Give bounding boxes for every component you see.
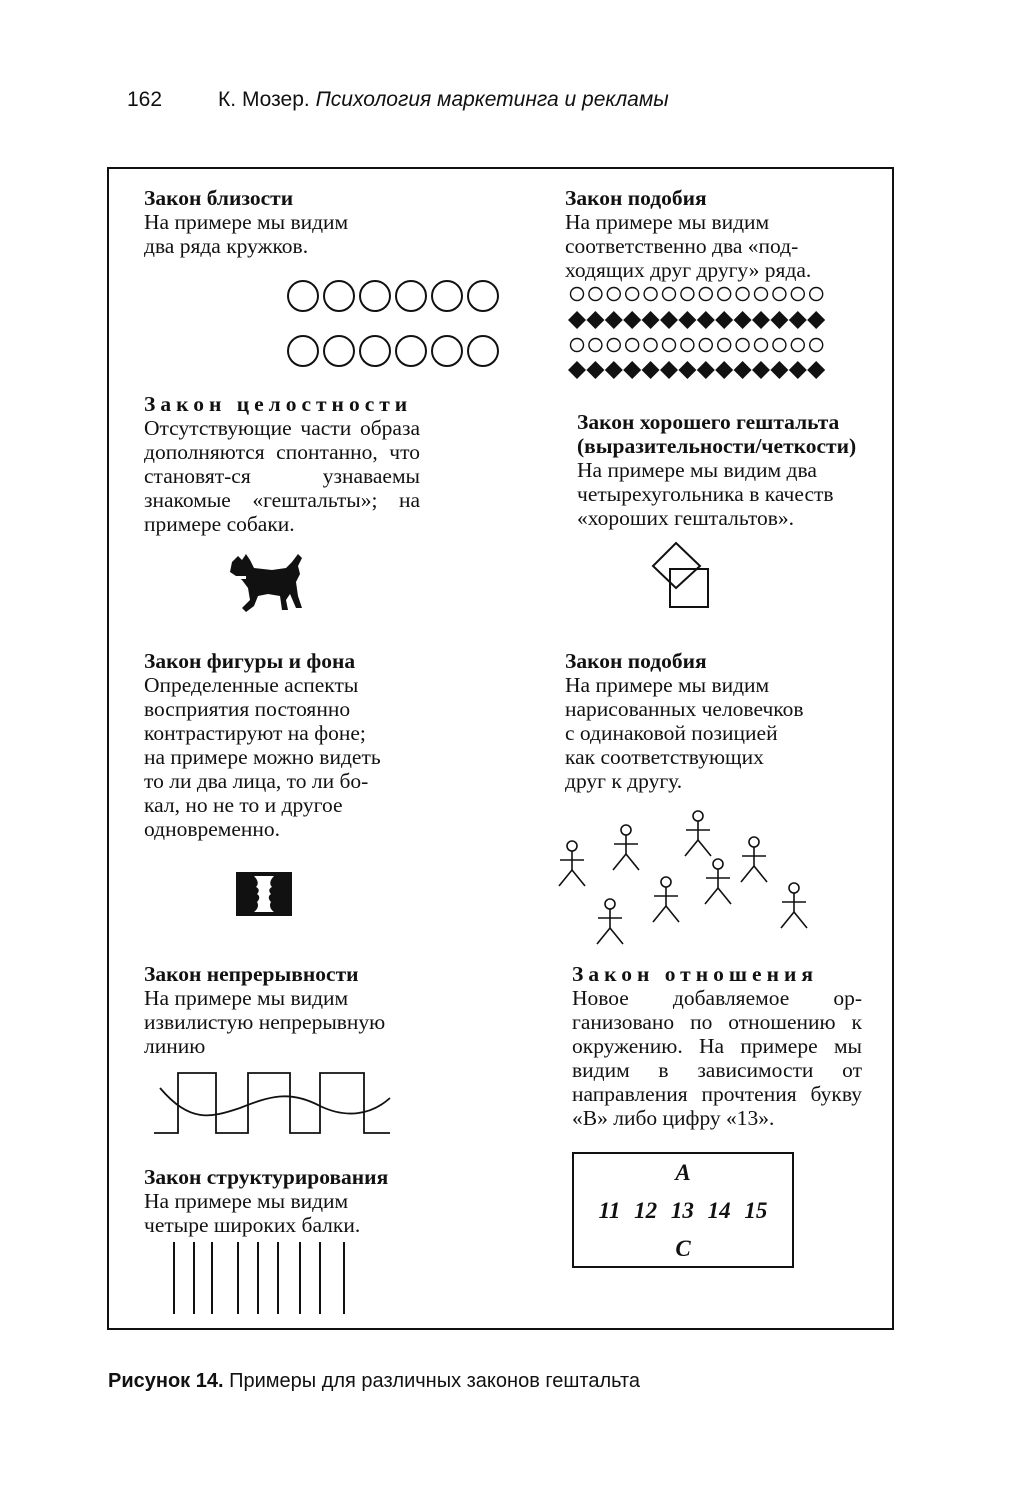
section-closure xyxy=(144,392,420,536)
section-good-gestalt xyxy=(577,410,897,530)
circle-icon xyxy=(755,288,768,301)
circle-icon xyxy=(571,288,584,301)
diamond-icon xyxy=(623,361,641,379)
circles-rows-illustration xyxy=(140,278,370,373)
circle-icon xyxy=(699,288,712,301)
diamond-icon xyxy=(752,361,770,379)
diamond-icon xyxy=(605,361,623,379)
circle-icon xyxy=(773,288,786,301)
stick-figure-icon xyxy=(741,837,767,882)
diamond-icon xyxy=(586,361,604,379)
stick-figure-icon xyxy=(781,883,807,928)
caption-text: Примеры для различных законов гештальта xyxy=(229,1370,641,1392)
section-title: Закон фигуры и фона xyxy=(144,649,356,673)
diamond-icon xyxy=(807,311,825,329)
diamond-icon xyxy=(770,311,788,329)
section-continuity xyxy=(144,962,444,1058)
stick-figure-icon xyxy=(597,899,623,944)
overlapping-squares-illustration xyxy=(650,540,720,612)
circle-icon xyxy=(699,339,712,352)
running-header xyxy=(127,88,669,112)
similarity-rows-illustration xyxy=(565,282,835,382)
continuous-line-illustration xyxy=(150,1068,395,1138)
diamond-icon xyxy=(678,311,696,329)
diamond-icon xyxy=(697,361,715,379)
section-body: На примере мы видим извилистую непрерывную линию xyxy=(144,986,386,1058)
circle-icon xyxy=(755,339,768,352)
diamond-icon xyxy=(770,361,788,379)
diamond-icon xyxy=(752,311,770,329)
circle-icon xyxy=(589,288,602,301)
relation-letters-box xyxy=(572,1152,794,1268)
stick-figure-icon xyxy=(559,841,585,886)
circle-icon xyxy=(681,339,694,352)
section-title: Закон непрерывности xyxy=(144,962,359,986)
circle-icon xyxy=(571,339,584,352)
diamond-icon xyxy=(734,311,752,329)
circle-icon xyxy=(644,288,657,301)
diamond-icon xyxy=(807,361,825,379)
section-proximity xyxy=(144,186,414,258)
dog-silhouette-icon xyxy=(228,550,308,614)
author-name: К. Мозер. xyxy=(218,88,310,111)
section-structuring xyxy=(144,1165,444,1237)
similarity-marks xyxy=(568,288,825,380)
section-title: Закон подобия xyxy=(565,186,707,210)
faces-vase-icon xyxy=(236,872,292,916)
circle-icon xyxy=(791,339,804,352)
stick-figure-icon xyxy=(613,825,639,870)
stick-figures-illustration xyxy=(548,798,818,948)
relation-number-row: 11 12 13 14 15 xyxy=(598,1198,768,1223)
section-body: На примере мы видим четыре широких балки. xyxy=(144,1189,361,1237)
diamond-icon xyxy=(623,311,641,329)
diamond-icon xyxy=(678,361,696,379)
circle-icon xyxy=(718,339,731,352)
circle-icon xyxy=(791,288,804,301)
section-title: Закон хорошего гештальта (выразительности/четкости) xyxy=(577,410,857,458)
circle-icon xyxy=(663,288,676,301)
section-body: На примере мы видим нарисованных человечков с одинаковой позицией как соответствующих друг к другу. xyxy=(565,673,804,793)
diamond-icon xyxy=(789,311,807,329)
circle-icon xyxy=(663,339,676,352)
diamond-icon xyxy=(715,311,733,329)
relation-letter-a: A xyxy=(675,1160,691,1185)
section-body: На примере мы видим два четырехугольника в качеств «хороших гештальтов». xyxy=(577,458,834,530)
stick-figure-icon xyxy=(653,877,679,922)
page-number: 162 xyxy=(127,88,163,111)
section-similarity-figures xyxy=(565,649,865,793)
section-body: Отсутствующие части образа дополняются спонтанно, что становят-ся узнаваемы знакомые «гештальты»; на примере собаки. xyxy=(144,416,420,536)
circle-icon xyxy=(626,339,639,352)
diamond-icon xyxy=(715,361,733,379)
section-similarity-rows xyxy=(565,186,885,282)
diamond-icon xyxy=(642,311,660,329)
diamond-icon xyxy=(789,361,807,379)
diamond-icon xyxy=(642,361,660,379)
stick-figures xyxy=(559,811,807,944)
circle-icon xyxy=(626,288,639,301)
diamond-icon xyxy=(660,361,678,379)
diamond-icon xyxy=(586,311,604,329)
diamond-icon xyxy=(734,361,752,379)
section-body: Новое добавляемое ор-ганизовано по отношению к окружению. На примере мы видим в зависимости от направления прочтения букву «В» либо цифру «13». xyxy=(572,986,862,1130)
diamond-icon xyxy=(568,361,586,379)
section-body: На примере мы видим два ряда кружков. xyxy=(144,210,349,258)
section-body: На примере мы видим соответственно два «под- ходящих друг другу» ряда. xyxy=(565,210,812,282)
circle-icon xyxy=(644,339,657,352)
section-title: Закон близости xyxy=(144,186,294,210)
section-relation xyxy=(572,962,862,1130)
figure-caption xyxy=(108,1370,640,1393)
stick-figure-icon xyxy=(685,811,711,856)
section-title: Закон целостности xyxy=(144,392,413,416)
circle-icon xyxy=(773,339,786,352)
section-body: Определенные аспекты восприятия постоянно контрастируют на фоне; на примере можно видеть то ли два лица, то ли бо- кал, но не то и другое одновременно. xyxy=(144,673,381,841)
section-figure-ground xyxy=(144,649,434,841)
circle-icon xyxy=(736,339,749,352)
section-title: Закон структурирования xyxy=(144,1165,389,1189)
square-icon xyxy=(653,543,700,588)
circle-icon xyxy=(607,339,620,352)
circle-icon xyxy=(810,288,823,301)
section-title: Закон отношения xyxy=(572,962,818,986)
diamond-icon xyxy=(605,311,623,329)
stick-figure-icon xyxy=(705,859,731,904)
circle-icon xyxy=(681,288,694,301)
book-title: Психология маркетинга и рекламы xyxy=(315,88,669,111)
diamond-icon xyxy=(568,311,586,329)
section-title: Закон подобия xyxy=(565,649,707,673)
circle-icon xyxy=(736,288,749,301)
circle-icon xyxy=(810,339,823,352)
diamond-icon xyxy=(697,311,715,329)
diamond-icon xyxy=(660,311,678,329)
circle-icon xyxy=(589,339,602,352)
circle-icon xyxy=(718,288,731,301)
vertical-beams-illustration xyxy=(168,1240,358,1318)
circle-icon xyxy=(607,288,620,301)
relation-letter-c: C xyxy=(675,1236,691,1261)
caption-label: Рисунок 14. xyxy=(108,1370,224,1392)
